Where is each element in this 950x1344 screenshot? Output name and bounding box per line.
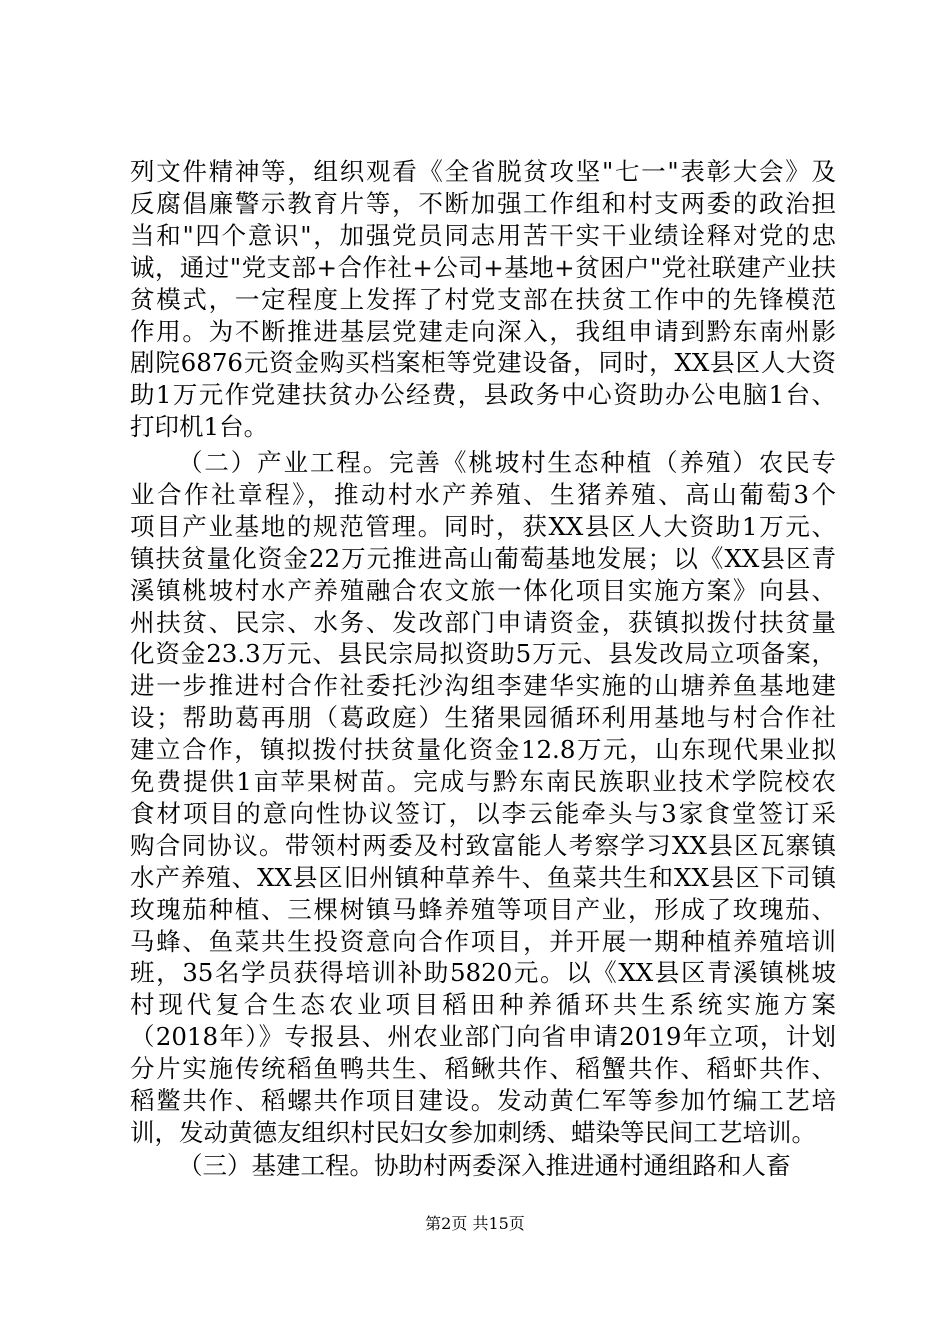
text-line: 项目产业基地的规范管理。同时，获XX县区人大资助1万元、	[130, 512, 836, 541]
text-line: 水产养殖、XX县区旧州镇种草养牛、鱼菜共生和XX县区下司镇	[130, 863, 836, 892]
text-line: 业合作社章程》，推动村水产养殖、生猪养殖、高山葡萄3个	[130, 480, 836, 509]
page-number: 第2页 共15页	[425, 1214, 525, 1233]
text-line: 剧院6876元资金购买档案柜等党建设备，同时，XX县区人大资	[130, 348, 836, 377]
text-line: 设；帮助葛再朋（葛政庭）生猪果园循环利用基地与村合作社	[130, 703, 836, 732]
text-line: 列文件精神等，组织观看《全省脱贫攻坚"七一"表彰大会》及	[130, 157, 836, 186]
text-line: 分片实施传统稻鱼鸭共生、稻鳅共作、稻蟹共作、稻虾共作、	[130, 1054, 836, 1083]
text-line: 诚，通过"党支部+合作社+公司+基地+贫困户"党社联建产业扶	[130, 253, 836, 282]
text-line: 作用。为不断推进基层党建走向深入，我组申请到黔东南州影	[130, 317, 836, 346]
text-line: 稻鳖共作、稻螺共作项目建设。发动黄仁军等参加竹编工艺培	[130, 1086, 836, 1115]
text-line: 村现代复合生态农业项目稻田种养循环共生系统实施方案	[130, 990, 836, 1019]
text-line: 进一步推进村合作社委托沙沟组李建华实施的山塘养鱼基地建	[130, 671, 836, 700]
text-line: 助1万元作党建扶贫办公经费，县政务中心资助办公电脑1台、	[130, 380, 836, 409]
text-line: 州扶贫、民宗、水务、发改部门申请资金，获镇拟拨付扶贫量	[130, 608, 836, 637]
text-line: 食材项目的意向性协议签订，以李云能牵头与3家食堂签订采	[130, 799, 836, 828]
text-line: （三）基建工程。协助村两委深入推进通村通组路和人畜	[178, 1151, 791, 1180]
text-line: （二）产业工程。完善《桃坡村生态种植（养殖）农民专	[178, 448, 836, 477]
text-line: 马蜂、鱼菜共生投资意向合作项目，并开展一期种植养殖培训	[130, 927, 836, 956]
text-line: 反腐倡廉警示教育片等，不断加强工作组和村支两委的政治担	[130, 189, 836, 218]
text-line: 溪镇桃坡村水产养殖融合农文旅一体化项目实施方案》向县、	[130, 576, 836, 605]
text-line: 购合同协议。带领村两委及村致富能人考察学习XX县区瓦寨镇	[130, 831, 836, 860]
text-line: 打印机1台。	[130, 412, 269, 441]
text-line: 玫瑰茄种植、三棵树镇马蜂养殖等项目产业，形成了玫瑰茄、	[130, 895, 836, 924]
text-line: 训，发动黄德友组织村民妇女参加刺绣、蜡染等民间工艺培训。	[130, 1118, 816, 1147]
text-line: 建立合作，镇拟拨付扶贫量化资金12.8万元，山东现代果业拟	[130, 735, 836, 764]
text-line: 化资金23.3万元、县民宗局拟资助5万元、县发改局立项备案，	[130, 639, 836, 668]
text-line: 班，35名学员获得培训补助5820元。以《XX县区青溪镇桃坡	[130, 958, 836, 987]
text-line: 贫模式，一定程度上发挥了村党支部在扶贫工作中的先锋模范	[130, 285, 836, 314]
text-line: （2018年）》专报县、州农业部门向省申请2019年立项，计划	[130, 1022, 836, 1051]
text-line: 免费提供1亩苹果树苗。完成与黔东南民族职业技术学院校农	[130, 767, 836, 796]
text-line: 镇扶贫量化资金22万元推进高山葡萄基地发展；以《XX县区青	[130, 544, 836, 573]
text-line: 当和"四个意识"，加强党员同志用苦干实干业绩诠释对党的忠	[130, 221, 836, 250]
